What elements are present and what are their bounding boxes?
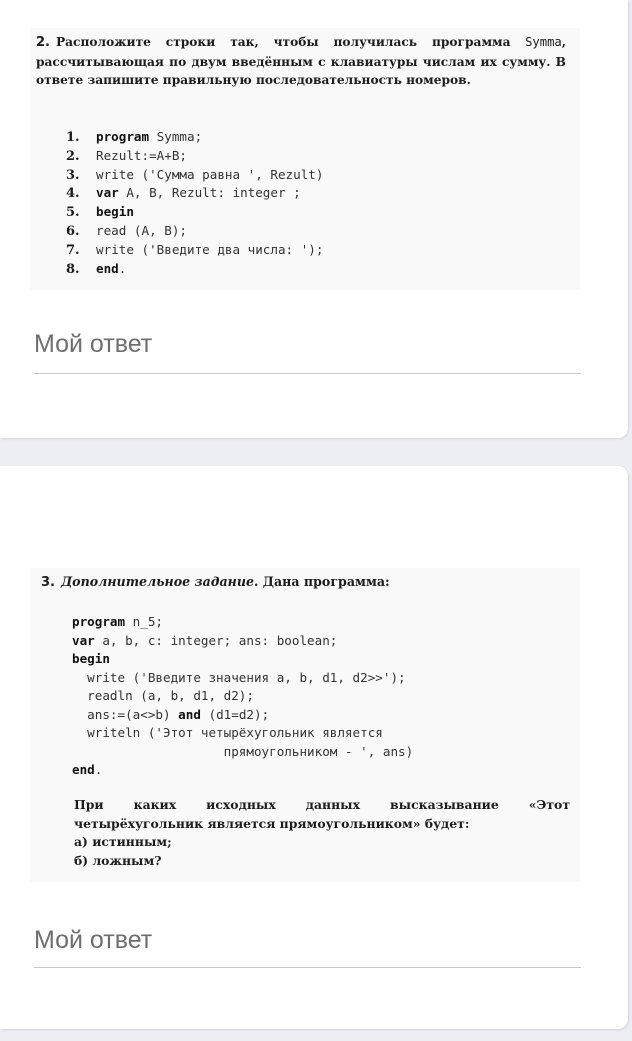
answer-input-task-2[interactable]: Мой ответ [34, 330, 153, 358]
task-3-title: 3. Дополнительное задание. Дана программа: [41, 574, 390, 590]
code-line: 3. write ('Сумма равна ', Rezult) [66, 166, 324, 183]
code-line: 7. write ('Введите два числа: '); [66, 241, 324, 258]
answer-underline [34, 967, 581, 968]
code-line: end. [72, 762, 103, 777]
code-line: 5. begin [66, 204, 134, 221]
task-3-code [72, 613, 413, 780]
task-2-code-lines [66, 128, 323, 278]
code-line: 6. read (A, B); [66, 222, 187, 239]
code-line: 4. var A, B, Rezult: integer ; [66, 185, 301, 202]
task-2-statement: 2. Расположите строки так, чтобы получилась программа Symma, рассчитывающая по двум введённым с клавиатуры числам их сумму. В ответе запишите правильную последовательность номеров. [36, 35, 567, 87]
program-name: Symma [525, 35, 562, 49]
answer-input-task-3[interactable]: Мой ответ [34, 926, 153, 954]
task-3-number: 3. [41, 575, 55, 590]
code-line: прямоугольником - ', ans) [72, 743, 414, 759]
code-line: 1. program Symma; [66, 129, 203, 145]
code-line: program n_5; [72, 614, 163, 629]
code-line: readln (a, b, d1, d2); [72, 688, 254, 703]
task-3-question: При каких исходных данных высказывание «Этот четырёхугольник является прямоугольником» будет: а) истинным; б) ложным? [74, 796, 570, 870]
code-line: 2. Rezult:=A+B; [66, 147, 187, 164]
code-line: write ('Введите значения a, b, d1, d2>>'); [72, 669, 406, 685]
task-2-number: 2. [36, 35, 50, 50]
option-b: б) ложным? [74, 852, 162, 868]
code-line: 8. end. [66, 260, 127, 277]
task-3-image [30, 568, 580, 882]
question-card-task-3 [0, 466, 628, 1029]
option-a: а) истинным; [74, 834, 172, 849]
answer-underline [34, 373, 581, 374]
task-2-image [30, 28, 580, 290]
code-line: ans:=(a<>b) and (d1=d2); [72, 706, 270, 722]
question-card-task-2 [0, 0, 628, 438]
code-line: var a, b, c: integer; ans: boolean; [72, 632, 338, 648]
code-line: writeln ('Этот четырёхугольник является [72, 725, 383, 740]
code-line: begin [72, 651, 110, 666]
